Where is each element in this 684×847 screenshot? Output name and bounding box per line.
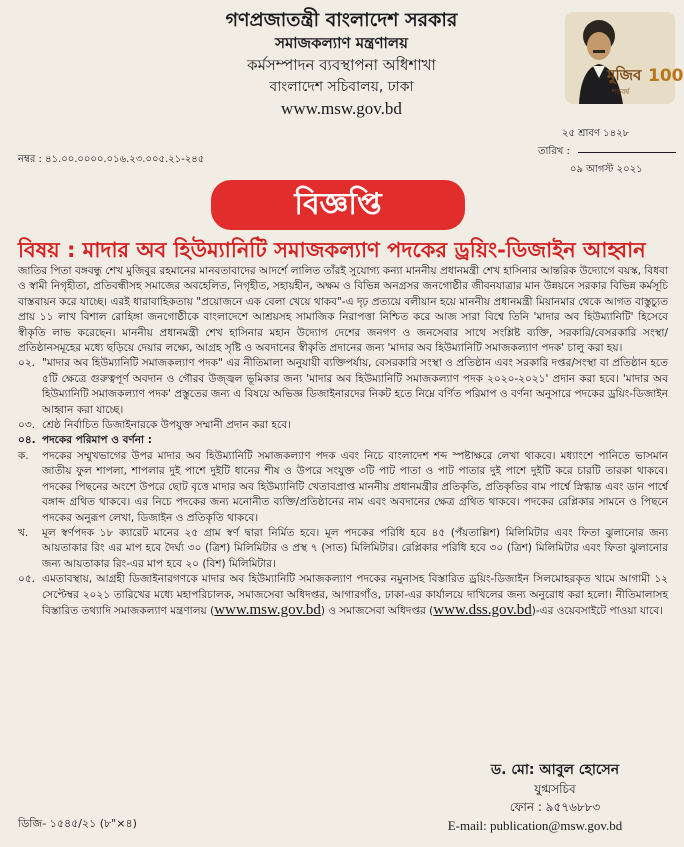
- paragraph-5-part-b: ) ও সমাজসেবা অধিদপ্তর (: [320, 604, 434, 617]
- logo-text: মুজিব: [607, 66, 642, 84]
- item-number: খ.: [18, 526, 29, 539]
- dg-number: ডিজি- ১৫৪৫/২১ (৮"×৪): [18, 817, 137, 830]
- paragraph-4: [18, 433, 668, 448]
- mujib-centenary-logo: [565, 12, 684, 104]
- paragraph-2: [18, 356, 668, 418]
- section-heading: পদকের পরিমাপ ও বর্ণনা :: [42, 434, 152, 447]
- paragraph-3: [18, 418, 668, 433]
- signatory-name: ড. মো: আবুল হোসেন: [490, 762, 620, 778]
- wing-name: কর্মসম্পাদন ব্যবস্থাপনা অধিশাখা: [247, 56, 436, 74]
- address: বাংলাদেশ সচিবালয়, ঢাকা: [269, 79, 414, 95]
- paragraph-5: [18, 572, 668, 619]
- item-kh: [18, 526, 668, 572]
- date-bangla: ২৫ শ্রাবণ ১৪২৮: [562, 128, 630, 139]
- notice-body: [18, 264, 668, 619]
- paragraph-number: ০৫.: [18, 573, 35, 586]
- dss-website-link[interactable]: www.dss.gov.bd: [433, 601, 532, 618]
- item-k: [18, 449, 668, 526]
- date-gregorian: ০৯ আগস্ট ২০২১: [570, 164, 643, 175]
- paragraph-5-part-c: )-এর ওয়েবসাইটে পাওয়া যাবে।: [531, 604, 663, 617]
- date-divider: [578, 152, 676, 153]
- notice-banner: বিজ্ঞপ্তি: [211, 180, 465, 230]
- msw-website-link[interactable]: www.msw.gov.bd: [214, 601, 321, 618]
- date-label: তারিখ :: [538, 146, 570, 157]
- signatory-email[interactable]: E-mail: publication@msw.gov.bd: [447, 818, 623, 833]
- logo-subtext: শতবর্ষ: [612, 88, 630, 96]
- reference-number: নম্বর : ৪১.০০.০০০০.০১৬.২৩.০০৫.২১-২৪৫: [18, 154, 205, 165]
- paragraph-text: [42, 572, 668, 619]
- signatory-designation: যুগ্মসচিব: [534, 782, 576, 796]
- paragraph-number: ০৩.: [18, 419, 35, 432]
- government-title: গণপ্রজাতন্ত্রী বাংলাদেশ সরকার: [225, 9, 458, 31]
- paragraph-number: ০৪.: [18, 434, 36, 447]
- item-text: মূল স্বর্ণপদক ১৮ ক্যারেট মানের ২৫ গ্রাম স্বর্ণ দ্বারা নির্মিত হবে। মূল পদকের পরিধি হবে ৪৫ (পঁয়তাল্লিশ) মিলিমিটার এবং ফিতা ঝুলানোর জন্য আয়তাকার রিং এর মাপ হবে দৈর্ঘ্য ৩০ (ত্রিশ) মিলিমিটার ও প্রস্থ ৭ (সাত) মিলিমিটার। রেপ্লিকার পরিধি হবে ৩০ (ত্রিশ) মিলিমিটার এবং ফিতা ঝুলানোর জন্য আয়তাকার রিং-এর মাপ হবে ২০ (বিশ) মিলিমিটার।: [42, 526, 668, 570]
- paragraph-text: "মাদার অব হিউম্যানিটি সমাজকল্যাণ পদক" এর নীতিমালা অনুযায়ী ব্যক্তিপর্যায়, বেসরকারি সংস্থা ও প্রতিষ্ঠান এবং সরকারি দপ্তর/সংস্থা বা প্রতিষ্ঠান হতে ৫টি ক্ষেত্রে গুরুত্বপূর্ণ অবদান ও গৌরব উজ্জ্বল ভূমিকার জন্য 'মাদার অব হিউম্যানিটি সমাজকল্যাণ পদক ২০২০-২০২১' প্রদান করা হবে। 'মাদার অব হিউম্যানিটি সমাজকল্যাণ পদক' প্রস্তুতের জন্য এ বিষয়ে অভিজ্ঞ ডিজাইনারদের নিকট হতে নিম্নে বর্ণিত পরিমাপ ও বর্ণনা অনুসারে পদকের ড্রয়িং-ডিজাইন আহ্বান করা যাচ্ছে।: [42, 357, 668, 416]
- website[interactable]: www.msw.gov.bd: [281, 99, 402, 118]
- signature-block: [440, 760, 670, 836]
- paragraph-1: জাতির পিতা বঙ্গবন্ধু শেখ মুজিবুর রহমানের মানবতাবাদের আদর্শে লালিত তাঁরই সুযোগ্য কন্যা মাননীয় প্রধানমন্ত্রী শেখ হাসিনার আন্তরিক উদ্যোগে বয়স্ক, বিধবা ও স্বামী নিগৃহীতা, প্রতিবন্ধীসহ সমাজের অবহেলিত, নিগৃহীত, সহায়হীন, অক্ষম ও বিভিন্ন অনগ্রসর জনগোষ্ঠীর জীবনযাত্রার মান উন্নয়নে সরকার বিভিন্ন কর্মসূচি বাস্তবায়ন করে যাচ্ছে। এরই ধারাবাহিকতায় "প্রয়োজনে এক বেলা খেয়ে থাকব"-এ দৃঢ় প্রত্যয়ে বলীয়ান হয়ে মাননীয় প্রধানমন্ত্রী মিয়ানমার থেকে আগত বাস্তুচ্যুত প্রায় ১১ লাখ বিশাল রোহিঙ্গা জনগোষ্ঠীকে বাংলাদেশে আশ্রয়সহ সামাজিক নিরাপত্তা নিশ্চিত করে আজ সারা বিশ্বে তিনি 'মাদার অব হিউম্যানিটি' হিসেবে স্বীকৃতি লাভ করেছেন। মাননীয় প্রধানমন্ত্রী শেখ হাসিনার মহান উদ্যোগ দেশের জনগণ ও জনসেবার সাথে সংশ্লিষ্ট ব্যক্তি, সরকারি/বেসরকারি সংস্থা/প্রতিষ্ঠানসমূহের মধ্যে ছড়িয়ে দেয়ার লক্ষ্যে, আগ্রহ সৃষ্টি ও অবদানের স্বীকৃতি প্রদানের জন্য 'মাদার অব হিউম্যানিটি সমাজকল্যাণ পদক' চালু করা হয়।: [18, 265, 668, 355]
- paragraph-number: ০২.: [18, 357, 35, 370]
- paragraph-5-part-a: এমতাবস্থায়, আগ্রহী ডিজাইনারগণকে মাদার অব হিউম্যানিটি সমাজকল্যাণ পদকের নমুনাসহ বিস্তারিত ড্রয়িং-ডিজাইন সিলমোহরকৃত খামে আগামী ১২ সেপ্টেম্বর ২০২১ তারিখের মধ্যে মহাপরিচালক, সমাজসেবা অধিদপ্তর, আগারগাঁও, ঢাকা-এর কার্যালয়ে দাখিলের জন্য অনুরোধ করা হলো। নীতিমালাসহ বিস্তারিত তথ্যাদি সমাজকল্যাণ মন্ত্রণালয় (: [42, 573, 668, 617]
- logo-number: 100: [648, 66, 684, 86]
- item-text: পদকের সম্মুখভাগের উপর মাদার অব হিউম্যানিটি সমাজকল্যাণ পদক এবং নিচে বাংলাদেশ শব্দ স্পষ্টাক্ষরে লেখা থাকবে। মধ্যাংশে পানিতে ভাসমান জাতীয় ফুল শাপলা, শাপলার দুই পাশে দুইটি ধানের শীষ ও উপরে সংযুক্ত ৩টি পাট পাতা ও পাট পাতার দুই পাশে দুইটি করে চারটি তারকা থাকবে। পদকের পিছনের অংশে উপরে ছোট বৃত্তে মাদার অব হিউম্যানিটি খেতাবপ্রাপ্ত মাননীয় প্রধানমন্ত্রীর প্রতিকৃতি, প্রতিকৃতির বাম পার্শ্বে স্নিগ্ধান্ত এবং ডান পার্শ্বে বঙ্গাব্দ গ্রথিত থাকবে। এর নিচে পদকের জন্য মনোনীত ব্যক্তি/প্রতিষ্ঠানের নাম এবং অবদানের ক্ষেত্র গ্রথিত থাকবে। পদকের রেপ্লিকার সামনে ও পিছনে পদকের অনুরূপ লেখা, ডিজাইন ও প্রতিকৃতি থাকবে।: [42, 449, 668, 524]
- paragraph-text: শ্রেষ্ঠ নির্বাচিত ডিজাইনারকে উপযুক্ত সম্মানী প্রদান করা হবে।: [42, 419, 291, 432]
- ministry-name: সমাজকল্যাণ মন্ত্রণালয়: [275, 34, 408, 52]
- signatory-phone: ফোন : ৯৫৭৬৮৮৩: [509, 800, 601, 814]
- subject-line: বিষয় : মাদার অব হিউম্যানিটি সমাজকল্যাণ পদকের ড্রয়িং-ডিজাইন আহ্বান: [18, 238, 646, 262]
- item-number: ক.: [18, 449, 29, 462]
